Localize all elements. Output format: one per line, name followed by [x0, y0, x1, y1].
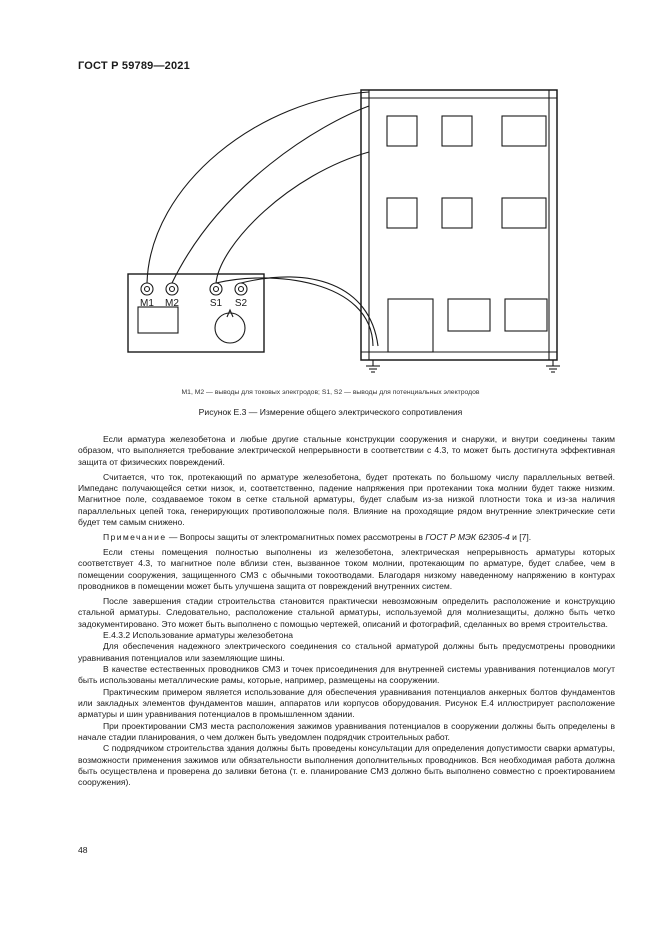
terminal-label-s1: S1 [209, 298, 223, 309]
note-reference: ГОСТ Р МЭК 62305-4 [425, 531, 510, 542]
paragraph: С подрядчиком строительства здания должны быть проведены консультации для определения допустимости сварки арматуры, возможности применения зажимов или обязательности выполнения дополнительных проводников. Вся необходимая работа должна быть осуществлена и проверена до заливки бетона (т. е. планирование СМЗ должно быть выполнено совместно с проектированием сооружения). [78, 743, 615, 788]
figure-title: Рисунок Е.3 — Измерение общего электрического сопротивления [198, 407, 463, 417]
paragraph: Считается, что ток, протекающий по арматуре железобетона, будет протекать по большому числу параллельных ветвей. Импеданс получающейся сетки низок, и, соответственно, падение напряжения при протекании тока молнии будет также низким. Магнитное поле, создаваемое током в сетке стальной арматуры, будет слабым из-за низкой плотности тока и из-за наличия параллельных цепей тока, генерирующих противоположные поля. Влияние на проходящие рядом внутренние электрические сети будет тем самым снижено. [78, 471, 615, 527]
paragraph: После завершения стадии строительства становится практически невозможным определить расположение и конструкцию стальной арматуры. Следовательно, расположение стальной арматуры, используемой для молниезащиты, должно быть четко задокументировано. Это может быть выполнено с помощью чертежей, описаний и фотографий, сделанных во время строительства. [78, 595, 615, 629]
page-number: 48 [78, 845, 88, 855]
note-text: — Вопросы защиты от электромагнитных помех рассмотрены в [166, 531, 426, 542]
terminal-label-s2: S2 [234, 298, 248, 309]
section-heading: Е.4.3.2 Использование арматуры железобетона [103, 630, 293, 640]
figure-legend: M1, M2 — выводы для токовых электродов; S1, S2 — выводы для потенциальных электродов [181, 389, 480, 396]
note-paragraph [78, 532, 615, 543]
ground-symbols [366, 360, 560, 372]
document-header: ГОСТ Р 59789—2021 [78, 60, 190, 72]
measurement-figure [120, 84, 570, 380]
building-outline [361, 90, 557, 360]
terminal-label-m1: M1 [140, 298, 154, 309]
paragraph: В качестве естественных проводников СМЗ и точек присоединения для внутренней системы уравнивания потенциалов могут быть использованы металлические рамы, которые, например, размещены на сооружении. [78, 664, 615, 686]
terminal-label-m2: M2 [165, 298, 179, 309]
paragraph: Если стены помещения полностью выполнены из железобетона, электрическая непрерывность арматуры которых соответствует 4.3, то магнитное поле вблизи стен, вызванное током молнии, протекающим по арматуре, будет слабее, чем в помещении сооружения, защищенного СМЗ с обычными токоотводами. Благодаря низкому наведенному напряжению в контурах проводников в помещении может быть улучшена защита от повреждений внутренних систем. [78, 547, 615, 592]
note-end: и [7]. [509, 531, 532, 542]
body-text [78, 434, 615, 789]
meter-device [128, 274, 264, 352]
paragraph: При проектировании СМЗ места расположения зажимов уравнивания потенциалов в сооружении должны быть определены в начале стадии планирования, о чем должен быть уведомлен подрядчик строительных работ. [78, 720, 615, 743]
building-door [388, 299, 433, 352]
note-label: Примечание [103, 531, 167, 542]
paragraph: Для обеспечения надежного электрического соединения со стальной арматурой должны быть предусмотрены проводники уравнивания потенциалов или заземляющие шины. [78, 641, 615, 663]
paragraph: Практическим примером является использование для обеспечения уравнивания потенциалов анкерных болтов фундаментов или закладных элементов фундаментов машин, аппаратов или корпусов оборудования. Рисунок Е.4 иллюстрирует расположение арматуры и шин уравнивания потенциалов в промышленном здании. [78, 686, 615, 720]
connection-wires [147, 92, 378, 346]
paragraph: Если арматура железобетона и любые другие стальные конструкции сооружения и снаружи, и внутри соединены таким образом, что выполняется требование электрической непрерывности в соответствии с 4.3, то может быть достигнута эффективная защита от физических повреждений. [78, 434, 615, 467]
